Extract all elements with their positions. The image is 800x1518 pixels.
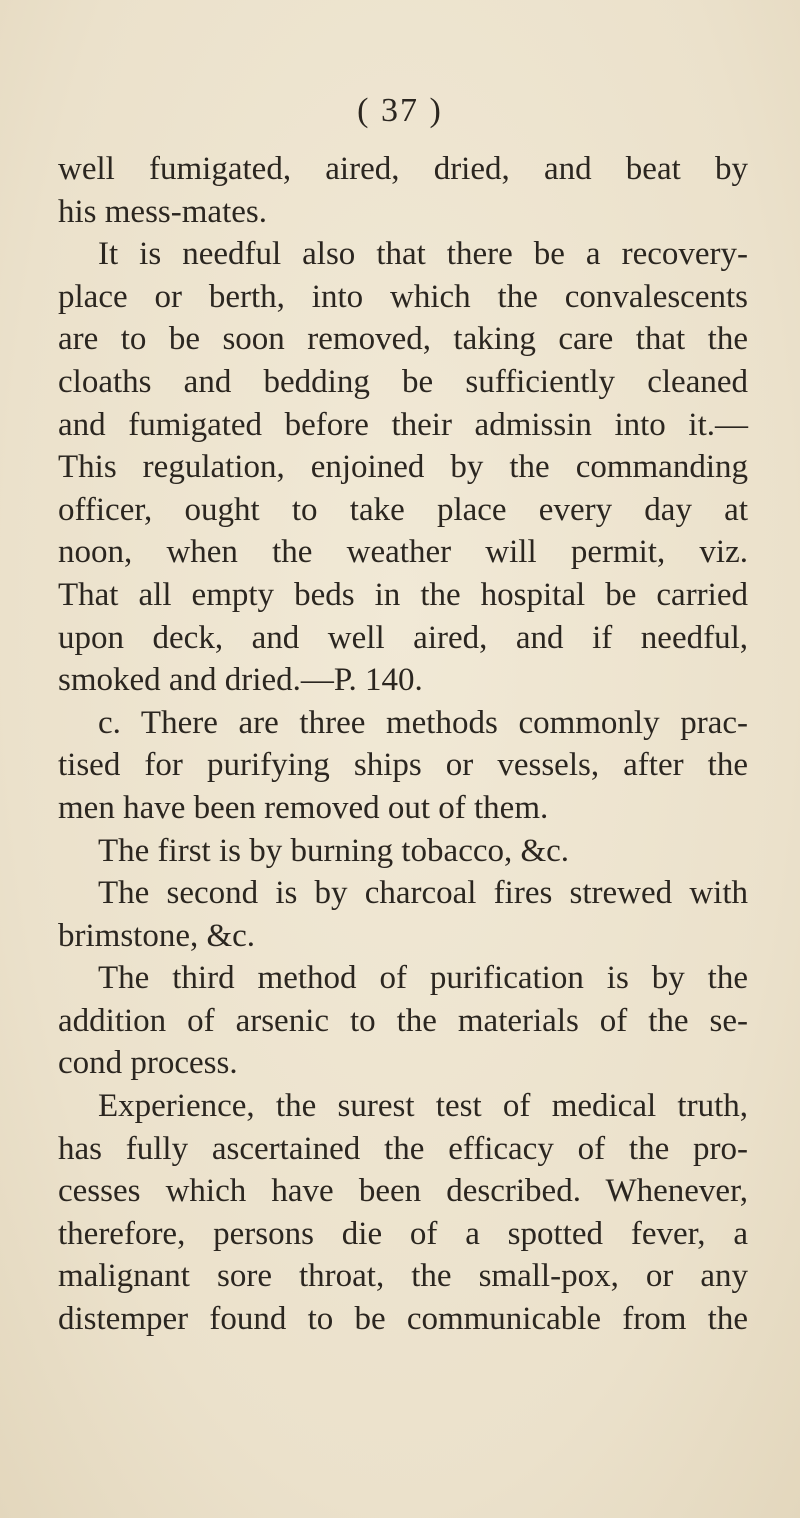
text-line: cesses which have been described. Whenever,: [58, 1173, 748, 1210]
text-line: It is needful also that there be a recovery-: [98, 236, 748, 273]
text-line: therefore, persons die of a spotted fever, a: [58, 1215, 748, 1252]
text-line: are to be soon removed, taking care that the: [58, 321, 748, 358]
text-line: upon deck, and well aired, and if needful,: [58, 619, 748, 656]
text-line: his mess-mates.: [58, 193, 267, 230]
text-line: place or berth, into which the convalescents: [58, 278, 748, 315]
text-line: officer, ought to take place every day at: [58, 491, 748, 528]
text-line: cond process.: [58, 1045, 238, 1082]
text-line: tised for purifying ships or vessels, after the: [58, 747, 748, 784]
text-line: The second is by charcoal fires strewed with: [98, 875, 748, 912]
text-line: brimstone, &c.: [58, 917, 256, 954]
text-line: distemper found to be communicable from the: [58, 1301, 748, 1338]
text-line: Experience, the surest test of medical truth,: [98, 1088, 748, 1125]
text-line: That all empty beds in the hospital be carried: [58, 576, 748, 613]
text-line: malignant sore throat, the small-pox, or any: [58, 1258, 748, 1295]
text-line: c. There are three methods commonly prac-: [98, 704, 748, 741]
text-line: The first is by burning tobacco, &c.: [98, 832, 570, 869]
text-line: men have been removed out of them.: [58, 789, 549, 826]
text-line: and fumigated before their admissin into it.—: [58, 406, 748, 443]
text-line: This regulation, enjoined by the commanding: [58, 449, 748, 486]
text-line: addition of arsenic to the materials of the se-: [58, 1002, 748, 1039]
text-line: cloaths and bedding be sufficiently cleaned: [58, 363, 748, 400]
text-line: noon, when the weather will permit, viz.: [58, 534, 748, 571]
text-line: has fully ascertained the efficacy of the pro-: [58, 1130, 748, 1167]
body-text: [58, 148, 748, 1341]
text-line: well fumigated, aired, dried, and beat by: [58, 151, 748, 187]
text-line: The third method of purification is by the: [98, 960, 748, 997]
page-number: ( 37 ): [357, 92, 443, 129]
text-line: smoked and dried.—P. 140.: [58, 662, 423, 699]
